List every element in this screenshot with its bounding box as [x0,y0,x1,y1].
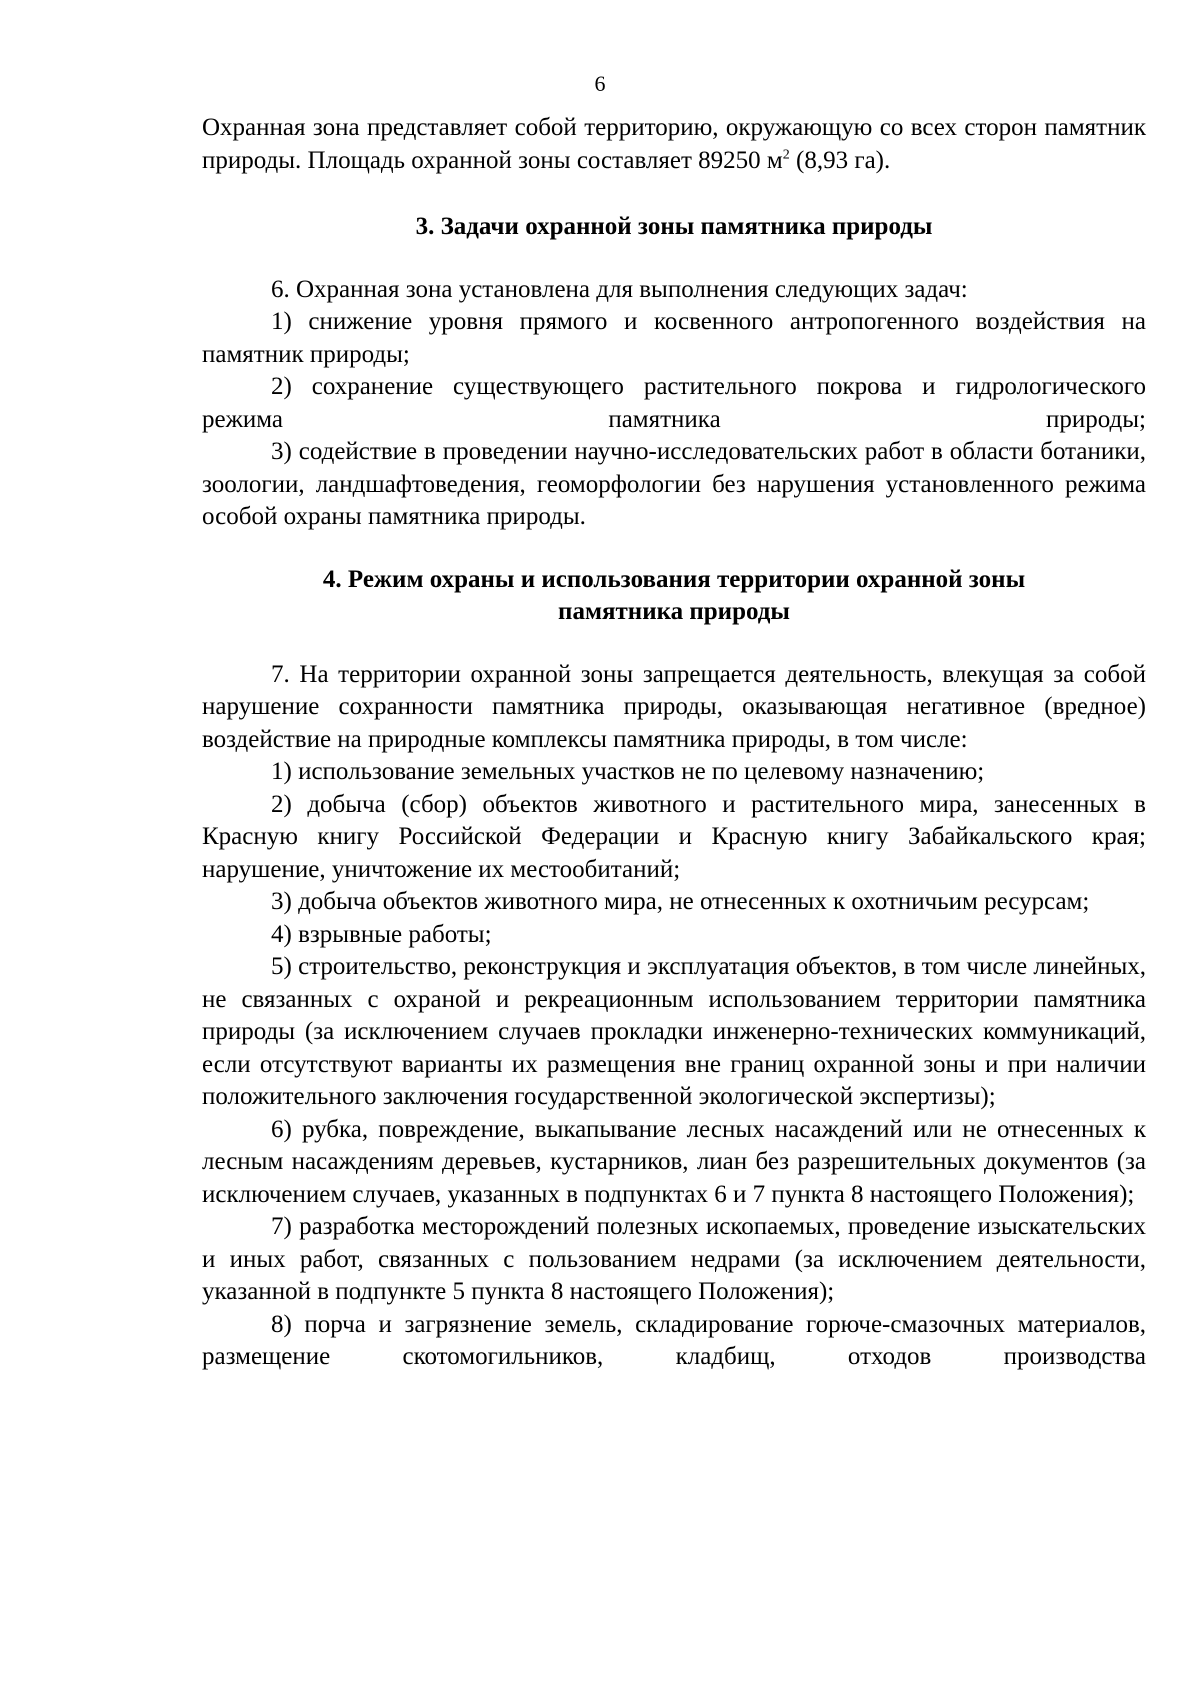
item-7-7: 7) разработка месторождений полезных ископаемых, проведение изыскательских и иных работ, связанных с пользованием недрами (за исключением деятельности, указанной в подпункте 5 пункта 8 настоящего Положения); [202,1213,1146,1305]
item-7-3: 3) добыча объектов животного мира, не отнесенных к охотничьим ресурсам; [271,888,1090,915]
item-7-8: 8) порча и загрязнение земель, складирование горюче-смазочных материалов, размещение скотомогильников, кладбищ, отходов производства [202,1310,1146,1370]
item-6: 6. Охранная зона установлена для выполнения следующих задач: [271,275,968,303]
item-7-1: 1) использование земельных участков не по целевому назначению; [271,758,985,785]
item-7-4: 4) взрывные работы; [271,920,492,948]
item-6-3: 3) содействие в проведении научно-исследовательских работ в области ботаники, зоологии, ландшафтоведения, геоморфологии без нарушения установленного режима особой охраны памятника природы. [202,438,1146,530]
area-unit-superscript: 2 [782,147,790,163]
section-4-heading-line2: памятника природы [558,598,790,625]
item-7-6: 6) рубка, повреждение, выкапывание лесных насаждений или не отнесенных к лесным насаждениям деревьев, кустарников, лиан без разрешительных документов (за исключением случаев, указанных в подпунктах 6 и 7 пункта 8 настоящего Положения); [202,1115,1146,1208]
item-6-1: 1) снижение уровня прямого и косвенного антропогенного воздействия на памятник природы; [202,308,1146,368]
intro-text-end: (8,93 га). [789,146,891,174]
intro-paragraph [202,112,1146,177]
intro-text: Охранная зона представляет собой территорию, окружающую со всех сторон памятник природы. Площадь охранной зоны составляет 89250 м [202,114,1146,174]
item-7-5: 5) строительство, реконструкция и эксплуатация объектов, в том числе линейных, не связанных с охраной и рекреационным использованием территории памятника природы (за исключением случаев прокладки инженерно-технических коммуникаций, если отсутствуют варианты их размещения вне границ охранной зоны и при наличии положительного заключения государственной экологической экспертизы); [202,953,1146,1110]
section-4-heading-line1: 4. Режим охраны и использования территории охранной зоны [322,565,1026,593]
item-6-2-text: 2) сохранение существующего растительного покрова и гидрологического режима памятника природы; [202,373,1146,433]
section-3-heading: 3. Задачи охранной зоны памятника природы [415,213,933,240]
item-7-2: 2) добыча (сбор) объектов животного и растительного мира, занесенных в Красную книгу Российской Федерации и Красную книгу Забайкальского края; нарушение, уничтожение их местообитаний; [202,790,1146,883]
page-number: 6 [594,71,606,96]
item-6-2 [202,371,1146,436]
item-7: 7. На территории охранной зоны запрещается деятельность, влекущая за собой нарушение сохранности памятника природы, оказывающая негативное (вредное) воздействие на природные комплексы памятника природы, в том числе: [202,660,1146,753]
document-body [202,112,1146,1374]
